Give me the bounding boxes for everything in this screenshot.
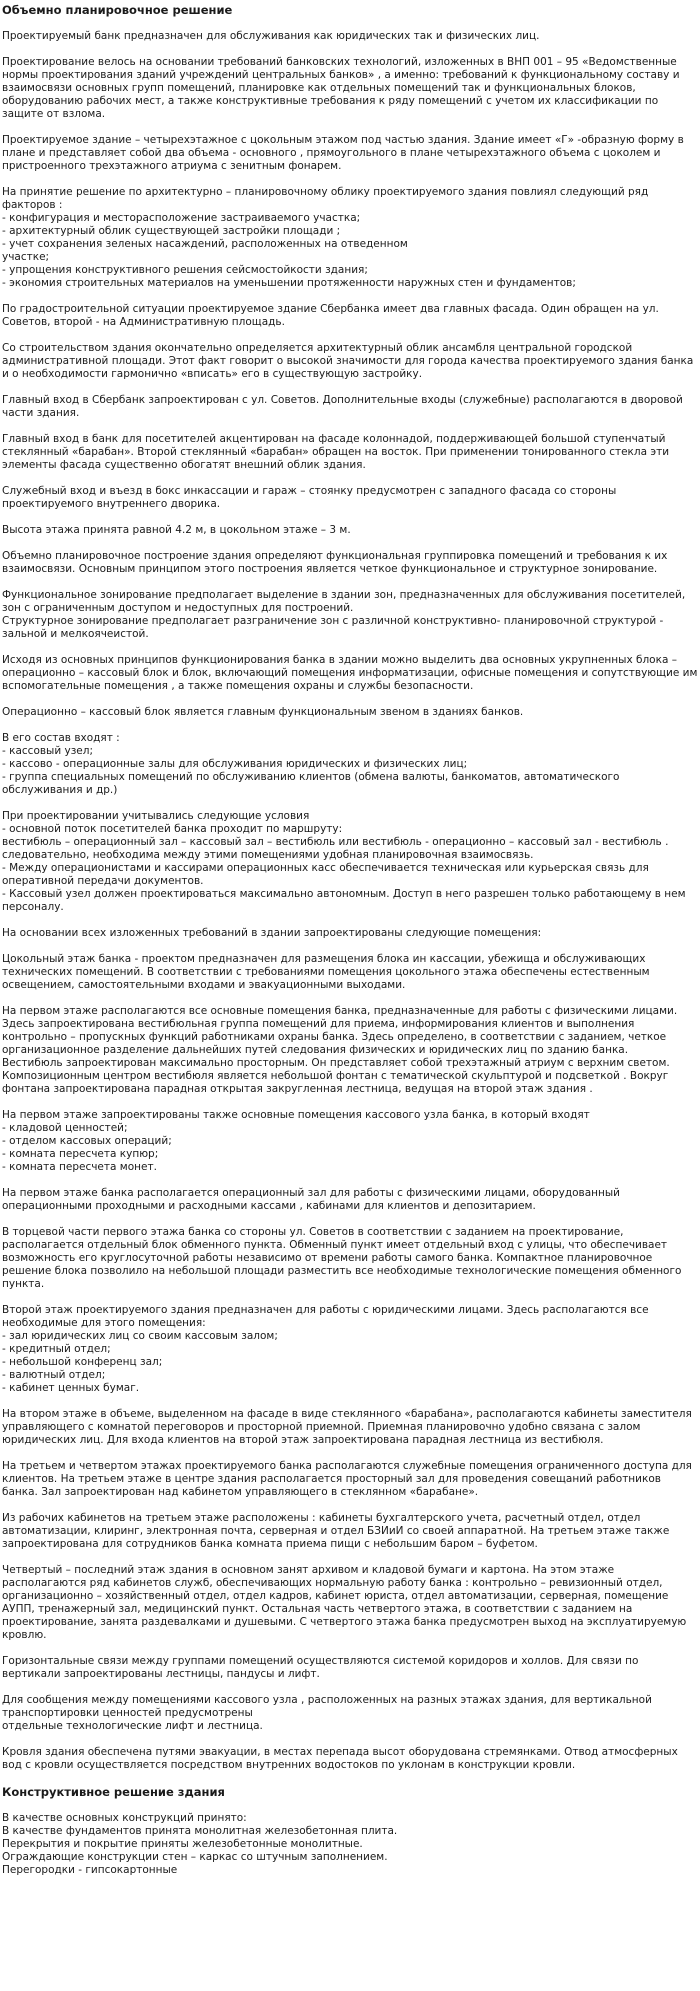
paragraph: Операционно – кассовый блок является главным функциональным звеном в зданиях банков. <box>2 706 524 718</box>
paragraph: Горизонтальные связи между группами помещений осуществляются системой коридоров и холлов. Для связи по вертикали запроектированы лестницы, пандусы и лифт. <box>2 1655 639 1680</box>
paragraph: В его состав входят : - кассовый узел; - кассово - операционные залы для обслуживания юридических и физических лиц; - группа специальных помещений по обслуживанию клиентов (обмена валюты, банкоматов, автоматического обслуживания и др.) <box>2 732 620 796</box>
paragraph: Исходя из основных принципов функционирования банка в здании можно выделить два основных укрупненных блока – операционно – кассовый блок и блок, включающий помещения информатизации, офисные помещения и сопутствующие им вспомогательные помещения , а также помещения охраны и службы безопасности. <box>2 654 698 692</box>
paragraph: На втором этаже в объеме, выделенном на фасаде в виде стеклянного «барабана», располагаются кабинеты заместителя управляющего с комнатой переговоров и просторной приемной. Приемная планировочно удобно связана с залом юридических лиц. Для входа клиентов на второй этаж запроектирована парадная лестница из вестибюля. <box>2 1408 692 1446</box>
paragraph: Главный вход в Сбербанк запроектирован с ул. Советов. Дополнительные входы (служебные) располагаются в дворовой части здания. <box>2 394 683 419</box>
paragraph: На основании всех изложенных требований в здании запроектированы следующие помещения: <box>2 927 542 939</box>
paragraph: Объемно планировочное построение здания определяют функциональная группировка помещений и требования к их взаимосвязи. Основным принципом этого построения является четкое функциональное и структурное зонирование. <box>2 550 668 575</box>
paragraph: Служебный вход и въезд в бокс инкассации и гараж – стоянку предусмотрен с западного фасада со стороны проектируемого внутреннего дворика. <box>2 485 617 510</box>
paragraph: В качестве основных конструкций принято: В качестве фундаментов принята монолитная железобетонная плита. Перекрытия и покрытие приняты железобетонные монолитные. Ограждающие конструкции стен – каркас со штучным заполнением. Перегородки - гипсокартонные <box>2 1812 398 1876</box>
paragraph: Проектируемый банк предназначен для обслуживания как юридических так и физических лиц. <box>2 30 540 42</box>
paragraph: Для сообщения между помещениями кассового узла , расположенных на разных этажах здания, для вертикальной транспортировки ценностей предусмотрены отдельные технологические лифт и лестница. <box>2 1694 652 1732</box>
section-body <box>2 30 698 1772</box>
section-title: Конструктивное решение здания <box>2 1785 225 1799</box>
paragraph: Проектирование велось на основании требований банковских технологий, изложенных в ВНП 001 – 95 «Ведомственные нормы проектирования зданий учреждений центральных банков» , а именно: требований к функциональному составу и взаимосвязи основных групп помещений, планировке как отдельных помещений так и функциональных блоков, оборудованию рабочих мест, а также конструктивные требования к ряду помещений с учетом их классификации по защите от взлома. <box>2 56 680 120</box>
paragraph: На принятие решение по архитектурно – планировочному облику проектируемого здания повлиял следующий ряд факторов : - конфигурация и месторасположение застраиваемого участка; - архитектурный облик существующей застройки площади ; - учет сохранения зеленых насаждений, расположенных на отведенном участке; - упрощения конструктивного решения сейсмостойкости здания; - экономия строительных материалов на уменьшении протяженности наружных стен и фундаментов; <box>2 186 649 289</box>
paragraph: На первом этаже располагаются все основные помещения банка, предназначенные для работы с физическими лицами. Здесь запроектирована вестибюльная группа помещений для приема, информирования клиентов и выполнения контрольно – пропускных функций работниками охраны банка. Здесь определено, в соответствии с заданием, четкое организационное разделение дальнейших путей следования физических и юридических лиц по зданию банка. Вестибюль запроектирован максимально просторным. Он представляет собой трехэтажный атриум с верхним светом. Композиционным центром вестибюля является небольшой фонтан с тематической скульптурой и подсветкой . Вокруг фонтана запроектирована парадная открытая закругленная лестница, ведущая на второй этаж здания . <box>2 1005 678 1095</box>
paragraph: На первом этаже запроектированы также основные помещения кассового узла банка, в который входят - кладовой ценностей; - отделом кассовых операций; - комната пересчета купюр; - комната пересчета монет. <box>2 1109 590 1173</box>
paragraph: Цокольный этаж банка - проектом предназначен для размещения блока ин кассации, убежища и обслуживающих технических помещений. В соответствии с требованиями помещения цокольного этажа обеспечены естественным освещением, самостоятельными входами и эвакуационными выходами. <box>2 953 650 991</box>
paragraph: Кровля здания обеспечена путями эвакуации, в местах перепада высот оборудована стремянками. Отвод атмосферных вод с кровли осуществляется посредством внутренних водостоков по уклонам в конструкции кровли. <box>2 1746 678 1771</box>
paragraph: При проектировании учитывались следующие условия - основной поток посетителей банка проходит по маршруту: вестибюль – операционный зал – кассовый зал – вестибюль или вестибюль - операционно – кассовый зал - вестибюль . следовательно, необходима между этими помещениями удобная планировочная взаимосвязь. - Между операционистами и кассирами операционных касс обеспечивается техническая или курьерская связь для оперативной передачи документов. - Кассовый узел должен проектироваться максимально автономным. Доступ в него разрешен только работающему в нем персоналу. <box>2 810 686 913</box>
paragraph: По градостроительной ситуации проектируемое здание Сбербанка имеет два главных фасада. Один обращен на ул. Советов, второй - на Административную площадь. <box>2 303 659 328</box>
paragraph: Четвертый – последний этаж здания в основном занят архивом и кладовой бумаги и картона. На этом этаже располагаются ряд кабинетов служб, обеспечивающих нормальную работу банка : контрольно – ревизионный отдел, организационно – хозяйственный отдел, отдел кадров, кабинет юриста, отдел автоматизации, серверная, помещение АУПП, тренажерный зал, медицинский пункт. Остальная часть четвертого этажа, в соответствии с заданием на проектирование, занята раздевалками и душевыми. С четвертого этажа банка предусмотрен выход на эксплуатируемую кровлю. <box>2 1564 687 1641</box>
paragraph: Второй этаж проектируемого здания предназначен для работы с юридическими лицами. Здесь располагаются все необходимые для этого помещения: - зал юридических лиц со своим кассовым залом; - кредитный отдел; - небольшой конференц зал; - валютный отдел; - кабинет ценных бумаг. <box>2 1304 649 1394</box>
paragraph: Из рабочих кабинетов на третьем этаже расположены : кабинеты бухгалтерского учета, расчетный отдел, отдел автоматизации, клиринг, электронная почта, серверная и отдел БЗИиИ со своей аппаратной. На третьем этаже также запроектирована для сотрудников банка комната приема пищи с небольшим баром – буфетом. <box>2 1512 670 1550</box>
section-body <box>2 1812 698 1877</box>
section-title: Объемно планировочное решение <box>2 3 233 17</box>
paragraph: Со строительством здания окончательно определяется архитектурный облик ансамбля центральной городской административной площади. Этот факт говорит о высокой значимости для города качества проектируемого здания банка и о необходимости гармонично «вписать» его в существующую застройку. <box>2 342 694 380</box>
paragraph: В торцевой части первого этажа банка со стороны ул. Советов в соответствии с заданием на проектирование, располагается отдельный блок обменного пункта. Обменный пункт имеет отдельный вход с улицы, что обеспечивает возможность его круглосуточной работы независимо от времени работы самого банка. Компактное планировочное решение блока позволило на небольшой площади разместить все необходимые технологические помещения обменного пункта. <box>2 1226 682 1290</box>
paragraph: Функциональное зонирование предполагает выделение в здании зон, предназначенных для обслуживания посетителей, зон с ограниченным доступом и недоступных для построений. Структурное зонирование предполагает разграничение зон с различной конструктивно- планировочной структурой - зальной и мелкоячеистой. <box>2 589 686 640</box>
paragraph: На первом этаже банка располагается операционный зал для работы с физическими лицами, оборудованный операционными проходными и расходными кассами , кабинами для клиентов и депозитарием. <box>2 1187 621 1212</box>
paragraph: Высота этажа принята равной 4.2 м, в цокольном этаже – 3 м. <box>2 524 351 536</box>
paragraph: Главный вход в банк для посетителей акцентирован на фасаде колоннадой, поддерживающей большой ступенчатый стеклянный «барабан». Второй стеклянный «барабан» обращен на восток. При применении тонированного стекла эти элементы фасада существенно обогатят внешний облик здания. <box>2 433 670 471</box>
paragraph: Проектируемое здание – четырехэтажное с цокольным этажом под частью здания. Здание имеет «Г» -образную форму в плане и представляет собой два объема - основного , прямоугольного в плане четырехэтажного объема с цоколем и пристроенного трехэтажного атриума с зенитным фонарем. <box>2 134 684 172</box>
paragraph: На третьем и четвертом этажах проектируемого банка располагаются служебные помещения ограниченного доступа для клиентов. На третьем этаже в центре здания располагается просторный зал для проведения совещаний работников банка. Зал запроектирован над кабинетом управляющего в стеклянном «барабане». <box>2 1460 692 1498</box>
